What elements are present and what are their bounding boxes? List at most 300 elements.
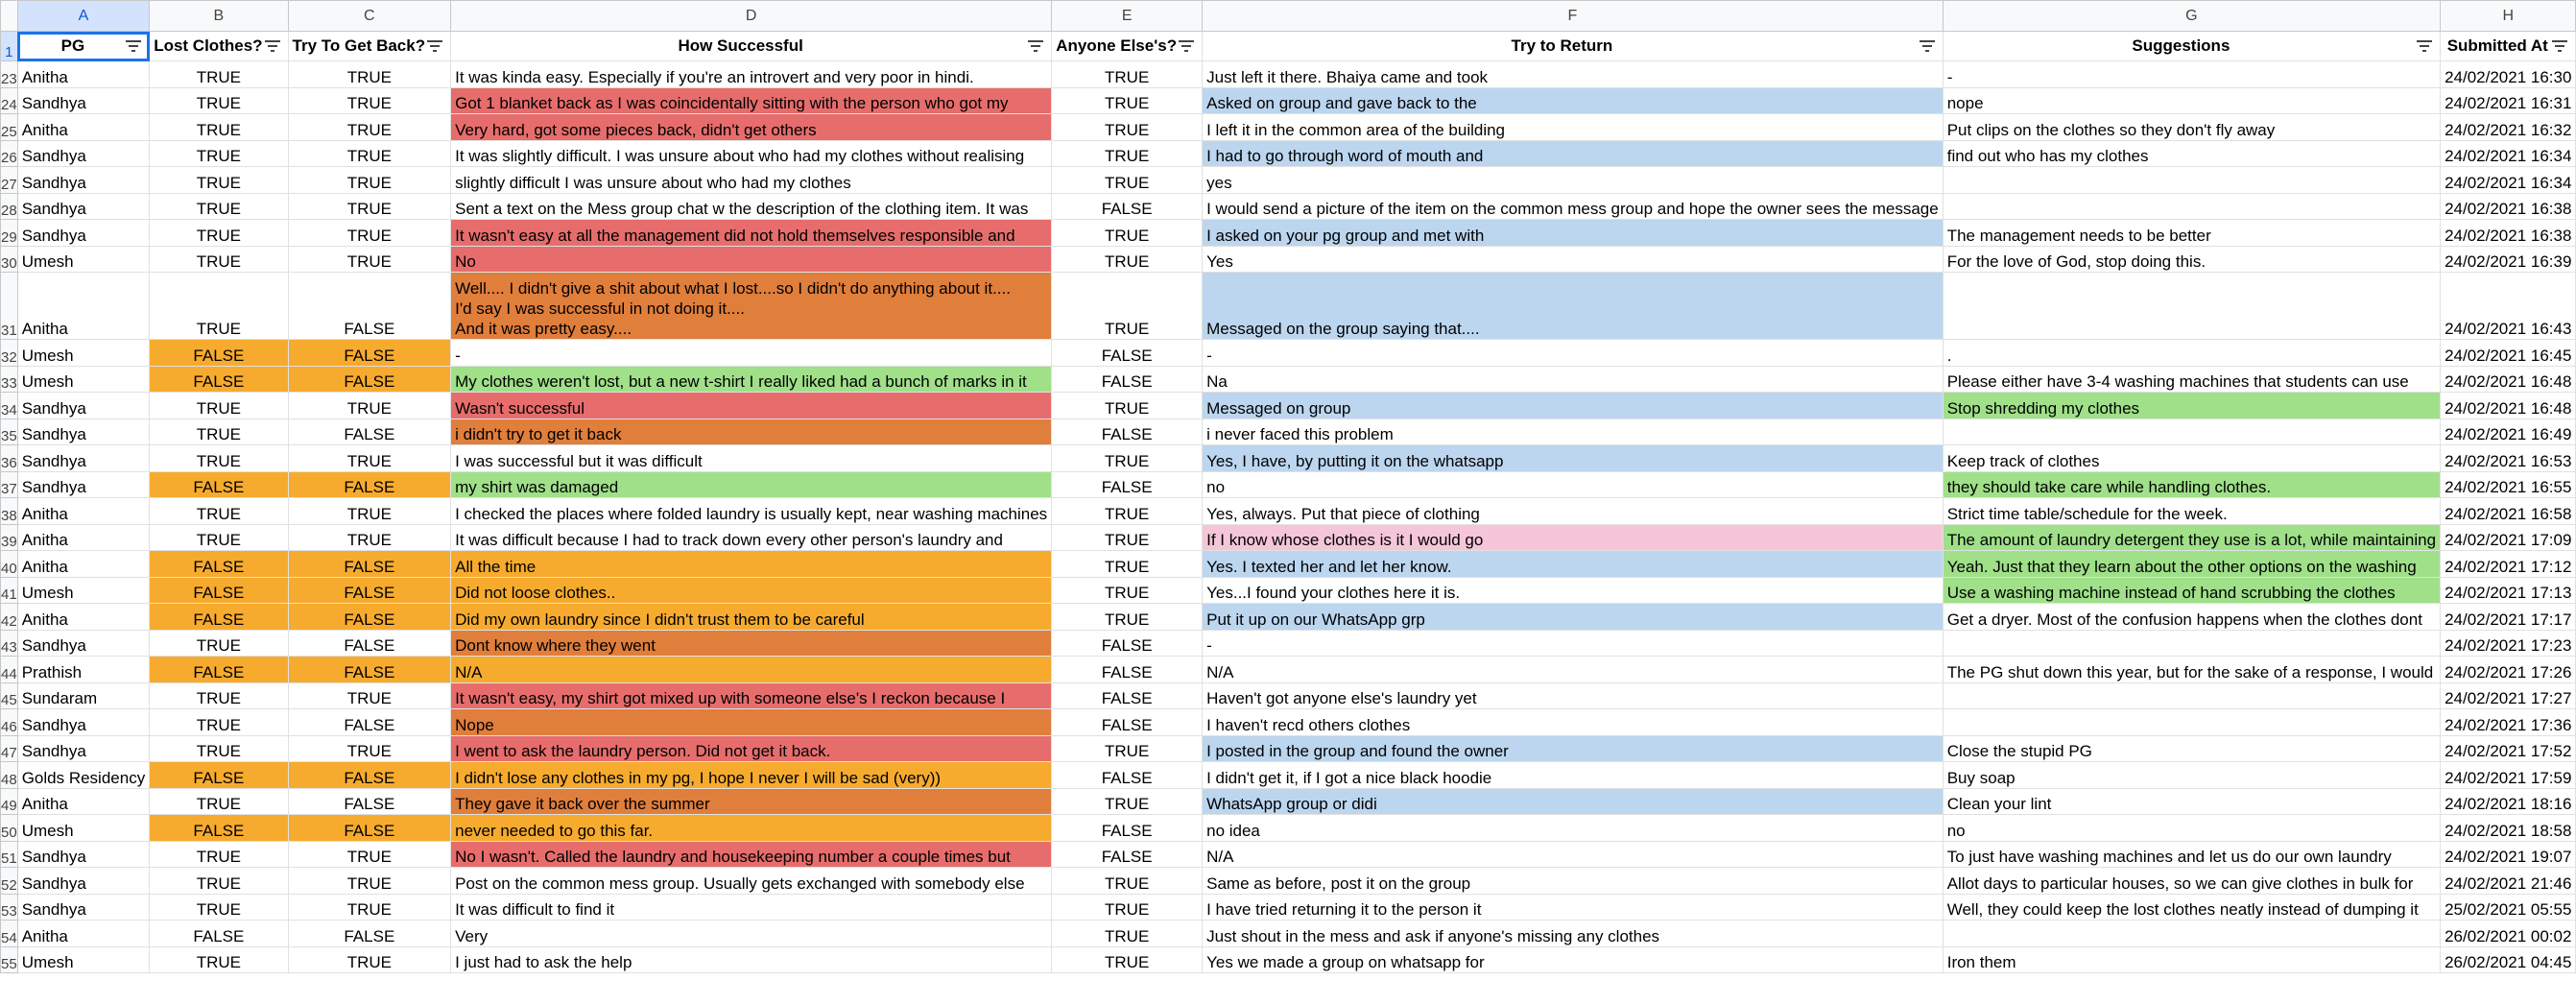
cell-B[interactable]: TRUE: [150, 682, 288, 709]
cell-C[interactable]: FALSE: [288, 815, 451, 842]
cell-H[interactable]: 24/02/2021 17:52: [2441, 735, 2576, 762]
cell-E[interactable]: TRUE: [1052, 788, 1203, 815]
header-cell-D[interactable]: [451, 32, 1052, 61]
cell-E[interactable]: TRUE: [1052, 921, 1203, 947]
cell-E[interactable]: FALSE: [1052, 709, 1203, 736]
cell-C[interactable]: FALSE: [288, 551, 451, 578]
cell-A[interactable]: Sandhya: [17, 868, 150, 895]
cell-C[interactable]: TRUE: [288, 524, 451, 551]
cell-D[interactable]: my shirt was damaged: [451, 471, 1052, 498]
cell-F[interactable]: Yes. I texted her and let her know.: [1203, 551, 1944, 578]
filter-icon[interactable]: [1179, 40, 1194, 53]
cell-A[interactable]: Anitha: [17, 604, 150, 631]
cell-C[interactable]: TRUE: [288, 393, 451, 419]
column-header-F[interactable]: F: [1203, 1, 1944, 32]
cell-E[interactable]: FALSE: [1052, 366, 1203, 393]
column-header-B[interactable]: B: [150, 1, 288, 32]
row-number[interactable]: 52: [1, 868, 18, 895]
row-number[interactable]: 38: [1, 498, 18, 525]
cell-B[interactable]: TRUE: [150, 246, 288, 273]
row-number[interactable]: 46: [1, 709, 18, 736]
row-number[interactable]: 39: [1, 524, 18, 551]
cell-H[interactable]: 24/02/2021 17:13: [2441, 577, 2576, 604]
cell-C[interactable]: FALSE: [288, 419, 451, 445]
cell-F[interactable]: I asked on your pg group and met with: [1203, 220, 1944, 247]
filter-icon[interactable]: [265, 40, 280, 53]
cell-A[interactable]: Anitha: [17, 921, 150, 947]
cell-D[interactable]: i didn't try to get it back: [451, 419, 1052, 445]
cell-C[interactable]: TRUE: [288, 167, 451, 194]
cell-G[interactable]: -: [1943, 61, 2440, 88]
cell-E[interactable]: TRUE: [1052, 524, 1203, 551]
cell-C[interactable]: FALSE: [288, 788, 451, 815]
cell-D[interactable]: Well.... I didn't give a shit about what I lost....so I didn't do anything about it.... I'd say I was successful in not doing it.... And it was pretty easy....: [451, 273, 1052, 340]
cell-D[interactable]: It was difficult because I had to track down every other person's laundry and: [451, 524, 1052, 551]
cell-E[interactable]: TRUE: [1052, 577, 1203, 604]
cell-F[interactable]: Just left it there. Bhaiya came and took: [1203, 61, 1944, 88]
cell-F[interactable]: no idea: [1203, 815, 1944, 842]
cell-D[interactable]: slightly difficult I was unsure about who had my clothes: [451, 167, 1052, 194]
cell-E[interactable]: TRUE: [1052, 393, 1203, 419]
cell-D[interactable]: It wasn't easy, my shirt got mixed up with someone else's I reckon because I: [451, 682, 1052, 709]
cell-C[interactable]: TRUE: [288, 61, 451, 88]
cell-C[interactable]: FALSE: [288, 273, 451, 340]
cell-F[interactable]: Yes, I have, by putting it on the whatsapp: [1203, 445, 1944, 472]
cell-G[interactable]: The amount of laundry detergent they use is a lot, while maintaining: [1943, 524, 2440, 551]
cell-B[interactable]: FALSE: [150, 762, 288, 789]
cell-G[interactable]: The management needs to be better: [1943, 220, 2440, 247]
column-header-G[interactable]: G: [1943, 1, 2440, 32]
row-number[interactable]: 26: [1, 140, 18, 167]
cell-C[interactable]: TRUE: [288, 841, 451, 868]
cell-B[interactable]: TRUE: [150, 114, 288, 141]
cell-C[interactable]: FALSE: [288, 762, 451, 789]
cell-D[interactable]: It was difficult to find it: [451, 894, 1052, 921]
row-number[interactable]: 28: [1, 193, 18, 220]
cell-A[interactable]: Sandhya: [17, 735, 150, 762]
filter-icon[interactable]: [1028, 40, 1043, 53]
cell-H[interactable]: 24/02/2021 16:39: [2441, 246, 2576, 273]
row-number[interactable]: 53: [1, 894, 18, 921]
cell-H[interactable]: 24/02/2021 16:55: [2441, 471, 2576, 498]
cell-D[interactable]: I was successful but it was difficult: [451, 445, 1052, 472]
cell-A[interactable]: Sandhya: [17, 471, 150, 498]
cell-F[interactable]: If I know whose clothes is it I would go: [1203, 524, 1944, 551]
cell-G[interactable]: Well, they could keep the lost clothes neatly instead of dumping it: [1943, 894, 2440, 921]
cell-C[interactable]: TRUE: [288, 140, 451, 167]
row-number[interactable]: 48: [1, 762, 18, 789]
cell-H[interactable]: 24/02/2021 16:38: [2441, 220, 2576, 247]
cell-D[interactable]: It was kinda easy. Especially if you're an introvert and very poor in hindi.: [451, 61, 1052, 88]
cell-G[interactable]: Please either have 3-4 washing machines that students can use: [1943, 366, 2440, 393]
cell-F[interactable]: Messaged on the group saying that....: [1203, 273, 1944, 340]
row-number[interactable]: 55: [1, 946, 18, 973]
cell-F[interactable]: Just shout in the mess and ask if anyone's missing any clothes: [1203, 921, 1944, 947]
row-number[interactable]: 32: [1, 340, 18, 367]
row-number[interactable]: 42: [1, 604, 18, 631]
cell-D[interactable]: Post on the common mess group. Usually gets exchanged with somebody else: [451, 868, 1052, 895]
row-number[interactable]: 34: [1, 393, 18, 419]
cell-G[interactable]: Get a dryer. Most of the confusion happens when the clothes dont: [1943, 604, 2440, 631]
cell-C[interactable]: TRUE: [288, 445, 451, 472]
cell-D[interactable]: I went to ask the laundry person. Did not get it back.: [451, 735, 1052, 762]
cell-H[interactable]: 24/02/2021 17:27: [2441, 682, 2576, 709]
row-number[interactable]: 27: [1, 167, 18, 194]
cell-H[interactable]: 24/02/2021 16:31: [2441, 87, 2576, 114]
cell-C[interactable]: FALSE: [288, 709, 451, 736]
row-number[interactable]: 30: [1, 246, 18, 273]
cell-B[interactable]: TRUE: [150, 709, 288, 736]
cell-D[interactable]: They gave it back over the summer: [451, 788, 1052, 815]
cell-F[interactable]: Yes we made a group on whatsapp for: [1203, 946, 1944, 973]
cell-D[interactable]: Nope: [451, 709, 1052, 736]
cell-B[interactable]: TRUE: [150, 946, 288, 973]
cell-C[interactable]: FALSE: [288, 604, 451, 631]
cell-F[interactable]: Asked on group and gave back to the: [1203, 87, 1944, 114]
cell-E[interactable]: TRUE: [1052, 604, 1203, 631]
cell-F[interactable]: N/A: [1203, 657, 1944, 683]
select-all-corner[interactable]: [1, 1, 18, 32]
cell-H[interactable]: 25/02/2021 05:55: [2441, 894, 2576, 921]
cell-D[interactable]: Wasn't successful: [451, 393, 1052, 419]
cell-A[interactable]: Sundaram: [17, 682, 150, 709]
cell-C[interactable]: FALSE: [288, 471, 451, 498]
cell-E[interactable]: FALSE: [1052, 657, 1203, 683]
cell-F[interactable]: Messaged on group: [1203, 393, 1944, 419]
cell-E[interactable]: TRUE: [1052, 167, 1203, 194]
cell-G[interactable]: Use a washing machine instead of hand scrubbing the clothes: [1943, 577, 2440, 604]
cell-B[interactable]: TRUE: [150, 61, 288, 88]
cell-D[interactable]: never needed to go this far.: [451, 815, 1052, 842]
cell-E[interactable]: TRUE: [1052, 114, 1203, 141]
cell-D[interactable]: It was slightly difficult. I was unsure about who had my clothes without realising: [451, 140, 1052, 167]
cell-G[interactable]: Put clips on the clothes so they don't fly away: [1943, 114, 2440, 141]
cell-G[interactable]: To just have washing machines and let us do our own laundry: [1943, 841, 2440, 868]
cell-E[interactable]: TRUE: [1052, 894, 1203, 921]
cell-C[interactable]: TRUE: [288, 894, 451, 921]
cell-H[interactable]: 24/02/2021 16:32: [2441, 114, 2576, 141]
cell-G[interactable]: Allot days to particular houses, so we can give clothes in bulk for: [1943, 868, 2440, 895]
cell-A[interactable]: Umesh: [17, 577, 150, 604]
cell-E[interactable]: TRUE: [1052, 61, 1203, 88]
cell-F[interactable]: Haven't got anyone else's laundry yet: [1203, 682, 1944, 709]
cell-C[interactable]: FALSE: [288, 630, 451, 657]
cell-E[interactable]: FALSE: [1052, 471, 1203, 498]
cell-A[interactable]: Anitha: [17, 788, 150, 815]
cell-G[interactable]: [1943, 193, 2440, 220]
row-number[interactable]: 31: [1, 273, 18, 340]
cell-G[interactable]: Iron them: [1943, 946, 2440, 973]
cell-A[interactable]: Umesh: [17, 340, 150, 367]
cell-C[interactable]: FALSE: [288, 577, 451, 604]
cell-F[interactable]: I posted in the group and found the owner: [1203, 735, 1944, 762]
cell-H[interactable]: 24/02/2021 17:26: [2441, 657, 2576, 683]
row-number[interactable]: 47: [1, 735, 18, 762]
cell-H[interactable]: 26/02/2021 04:45: [2441, 946, 2576, 973]
cell-G[interactable]: they should take care while handling clothes.: [1943, 471, 2440, 498]
cell-B[interactable]: TRUE: [150, 87, 288, 114]
cell-C[interactable]: TRUE: [288, 87, 451, 114]
cell-G[interactable]: Close the stupid PG: [1943, 735, 2440, 762]
cell-G[interactable]: Clean your lint: [1943, 788, 2440, 815]
cell-A[interactable]: Sandhya: [17, 841, 150, 868]
cell-B[interactable]: TRUE: [150, 445, 288, 472]
cell-D[interactable]: Got 1 blanket back as I was coincidentally sitting with the person who got my: [451, 87, 1052, 114]
cell-E[interactable]: TRUE: [1052, 140, 1203, 167]
filter-icon[interactable]: [2552, 40, 2567, 53]
header-cell-F[interactable]: [1203, 32, 1944, 61]
cell-A[interactable]: Umesh: [17, 246, 150, 273]
cell-H[interactable]: 24/02/2021 17:59: [2441, 762, 2576, 789]
row-number[interactable]: 33: [1, 366, 18, 393]
cell-G[interactable]: The PG shut down this year, but for the sake of a response, I would: [1943, 657, 2440, 683]
cell-E[interactable]: TRUE: [1052, 445, 1203, 472]
cell-C[interactable]: TRUE: [288, 868, 451, 895]
cell-H[interactable]: 24/02/2021 17:36: [2441, 709, 2576, 736]
cell-A[interactable]: Sandhya: [17, 87, 150, 114]
cell-E[interactable]: FALSE: [1052, 841, 1203, 868]
cell-A[interactable]: Umesh: [17, 366, 150, 393]
cell-A[interactable]: Anitha: [17, 273, 150, 340]
row-number[interactable]: 54: [1, 921, 18, 947]
cell-F[interactable]: Yes...I found your clothes here it is.: [1203, 577, 1944, 604]
cell-B[interactable]: FALSE: [150, 577, 288, 604]
cell-B[interactable]: TRUE: [150, 220, 288, 247]
cell-F[interactable]: I didn't get it, if I got a nice black hoodie: [1203, 762, 1944, 789]
cell-G[interactable]: find out who has my clothes: [1943, 140, 2440, 167]
cell-B[interactable]: FALSE: [150, 657, 288, 683]
cell-E[interactable]: TRUE: [1052, 220, 1203, 247]
cell-D[interactable]: No I wasn't. Called the laundry and housekeeping number a couple times but: [451, 841, 1052, 868]
cell-E[interactable]: FALSE: [1052, 340, 1203, 367]
cell-F[interactable]: -: [1203, 630, 1944, 657]
cell-C[interactable]: FALSE: [288, 366, 451, 393]
cell-F[interactable]: I have tried returning it to the person it: [1203, 894, 1944, 921]
cell-F[interactable]: no: [1203, 471, 1944, 498]
cell-F[interactable]: N/A: [1203, 841, 1944, 868]
cell-F[interactable]: Yes, always. Put that piece of clothing: [1203, 498, 1944, 525]
cell-E[interactable]: TRUE: [1052, 273, 1203, 340]
cell-H[interactable]: 24/02/2021 16:49: [2441, 419, 2576, 445]
cell-F[interactable]: I would send a picture of the item on the common mess group and hope the owner sees the message: [1203, 193, 1944, 220]
cell-H[interactable]: 24/02/2021 17:12: [2441, 551, 2576, 578]
row-number[interactable]: 43: [1, 630, 18, 657]
row-number[interactable]: 50: [1, 815, 18, 842]
cell-H[interactable]: 24/02/2021 16:53: [2441, 445, 2576, 472]
cell-B[interactable]: FALSE: [150, 340, 288, 367]
cell-D[interactable]: Very hard, got some pieces back, didn't get others: [451, 114, 1052, 141]
cell-A[interactable]: Golds Residency: [17, 762, 150, 789]
cell-E[interactable]: FALSE: [1052, 419, 1203, 445]
cell-A[interactable]: Sandhya: [17, 193, 150, 220]
cell-A[interactable]: Sandhya: [17, 445, 150, 472]
cell-G[interactable]: [1943, 709, 2440, 736]
cell-B[interactable]: TRUE: [150, 498, 288, 525]
cell-E[interactable]: TRUE: [1052, 551, 1203, 578]
cell-B[interactable]: TRUE: [150, 788, 288, 815]
cell-F[interactable]: yes: [1203, 167, 1944, 194]
cell-G[interactable]: [1943, 419, 2440, 445]
cell-G[interactable]: [1943, 630, 2440, 657]
cell-G[interactable]: Stop shredding my clothes: [1943, 393, 2440, 419]
cell-C[interactable]: FALSE: [288, 340, 451, 367]
cell-A[interactable]: Anitha: [17, 551, 150, 578]
row-number[interactable]: 35: [1, 419, 18, 445]
cell-H[interactable]: 24/02/2021 16:58: [2441, 498, 2576, 525]
cell-C[interactable]: FALSE: [288, 657, 451, 683]
cell-C[interactable]: TRUE: [288, 114, 451, 141]
cell-G[interactable]: .: [1943, 340, 2440, 367]
cell-A[interactable]: Anitha: [17, 524, 150, 551]
cell-G[interactable]: For the love of God, stop doing this.: [1943, 246, 2440, 273]
row-number[interactable]: 44: [1, 657, 18, 683]
cell-A[interactable]: Anitha: [17, 498, 150, 525]
header-cell-H[interactable]: [2441, 32, 2576, 61]
cell-A[interactable]: Sandhya: [17, 140, 150, 167]
cell-A[interactable]: Anitha: [17, 61, 150, 88]
cell-F[interactable]: I left it in the common area of the building: [1203, 114, 1944, 141]
cell-D[interactable]: Did not loose clothes..: [451, 577, 1052, 604]
cell-A[interactable]: Prathish: [17, 657, 150, 683]
cell-G[interactable]: [1943, 921, 2440, 947]
header-cell-A[interactable]: [17, 32, 150, 61]
cell-F[interactable]: Put it up on our WhatsApp grp: [1203, 604, 1944, 631]
cell-B[interactable]: TRUE: [150, 419, 288, 445]
cell-E[interactable]: FALSE: [1052, 630, 1203, 657]
cell-B[interactable]: FALSE: [150, 604, 288, 631]
cell-B[interactable]: FALSE: [150, 366, 288, 393]
cell-G[interactable]: Strict time table/schedule for the week.: [1943, 498, 2440, 525]
cell-A[interactable]: Sandhya: [17, 419, 150, 445]
cell-B[interactable]: TRUE: [150, 630, 288, 657]
cell-A[interactable]: Sandhya: [17, 894, 150, 921]
cell-B[interactable]: TRUE: [150, 841, 288, 868]
cell-E[interactable]: TRUE: [1052, 735, 1203, 762]
cell-H[interactable]: 24/02/2021 16:45: [2441, 340, 2576, 367]
cell-D[interactable]: My clothes weren't lost, but a new t-shirt I really liked had a bunch of marks in it: [451, 366, 1052, 393]
column-header-D[interactable]: D: [451, 1, 1052, 32]
cell-F[interactable]: Same as before, post it on the group: [1203, 868, 1944, 895]
cell-F[interactable]: I haven't recd others clothes: [1203, 709, 1944, 736]
column-header-A[interactable]: A: [17, 1, 150, 32]
cell-C[interactable]: TRUE: [288, 735, 451, 762]
cell-A[interactable]: Sandhya: [17, 393, 150, 419]
cell-B[interactable]: TRUE: [150, 193, 288, 220]
row-number[interactable]: 29: [1, 220, 18, 247]
cell-G[interactable]: Keep track of clothes: [1943, 445, 2440, 472]
filter-icon[interactable]: [1920, 40, 1935, 53]
column-header-E[interactable]: E: [1052, 1, 1203, 32]
column-header-H[interactable]: H: [2441, 1, 2576, 32]
cell-B[interactable]: TRUE: [150, 393, 288, 419]
cell-D[interactable]: -: [451, 340, 1052, 367]
cell-H[interactable]: 24/02/2021 21:46: [2441, 868, 2576, 895]
cell-D[interactable]: No: [451, 246, 1052, 273]
cell-B[interactable]: TRUE: [150, 894, 288, 921]
cell-C[interactable]: TRUE: [288, 246, 451, 273]
cell-A[interactable]: Anitha: [17, 114, 150, 141]
cell-C[interactable]: TRUE: [288, 498, 451, 525]
header-cell-C[interactable]: [288, 32, 451, 61]
cell-H[interactable]: 24/02/2021 17:23: [2441, 630, 2576, 657]
cell-D[interactable]: All the time: [451, 551, 1052, 578]
cell-B[interactable]: TRUE: [150, 273, 288, 340]
cell-F[interactable]: Yes: [1203, 246, 1944, 273]
cell-E[interactable]: TRUE: [1052, 868, 1203, 895]
cell-H[interactable]: 24/02/2021 17:17: [2441, 604, 2576, 631]
cell-E[interactable]: TRUE: [1052, 87, 1203, 114]
cell-B[interactable]: FALSE: [150, 551, 288, 578]
row-number[interactable]: 40: [1, 551, 18, 578]
cell-C[interactable]: TRUE: [288, 193, 451, 220]
cell-H[interactable]: 26/02/2021 00:02: [2441, 921, 2576, 947]
cell-D[interactable]: It wasn't easy at all the management did not hold themselves responsible and: [451, 220, 1052, 247]
filter-icon[interactable]: [2417, 40, 2432, 53]
cell-B[interactable]: FALSE: [150, 815, 288, 842]
cell-E[interactable]: TRUE: [1052, 246, 1203, 273]
cell-A[interactable]: Sandhya: [17, 167, 150, 194]
cell-G[interactable]: [1943, 167, 2440, 194]
cell-B[interactable]: TRUE: [150, 868, 288, 895]
cell-H[interactable]: 24/02/2021 16:34: [2441, 167, 2576, 194]
row-number[interactable]: 37: [1, 471, 18, 498]
cell-B[interactable]: TRUE: [150, 524, 288, 551]
cell-H[interactable]: 24/02/2021 16:48: [2441, 366, 2576, 393]
cell-B[interactable]: TRUE: [150, 735, 288, 762]
cell-A[interactable]: Sandhya: [17, 220, 150, 247]
cell-F[interactable]: WhatsApp group or didi: [1203, 788, 1944, 815]
row-number[interactable]: 36: [1, 445, 18, 472]
cell-A[interactable]: Umesh: [17, 946, 150, 973]
cell-H[interactable]: 24/02/2021 19:07: [2441, 841, 2576, 868]
row-number[interactable]: 45: [1, 682, 18, 709]
header-cell-B[interactable]: [150, 32, 288, 61]
row-number[interactable]: 1: [1, 32, 18, 61]
filter-icon[interactable]: [126, 40, 141, 53]
cell-H[interactable]: 24/02/2021 18:58: [2441, 815, 2576, 842]
cell-A[interactable]: Sandhya: [17, 630, 150, 657]
cell-H[interactable]: 24/02/2021 16:34: [2441, 140, 2576, 167]
cell-D[interactable]: N/A: [451, 657, 1052, 683]
cell-D[interactable]: I just had to ask the help: [451, 946, 1052, 973]
cell-E[interactable]: FALSE: [1052, 682, 1203, 709]
cell-E[interactable]: FALSE: [1052, 762, 1203, 789]
cell-F[interactable]: Na: [1203, 366, 1944, 393]
row-number[interactable]: 24: [1, 87, 18, 114]
cell-E[interactable]: FALSE: [1052, 815, 1203, 842]
cell-B[interactable]: FALSE: [150, 471, 288, 498]
cell-E[interactable]: TRUE: [1052, 946, 1203, 973]
cell-G[interactable]: no: [1943, 815, 2440, 842]
cell-D[interactable]: I checked the places where folded laundry is usually kept, near washing machines: [451, 498, 1052, 525]
cell-D[interactable]: Did my own laundry since I didn't trust them to be careful: [451, 604, 1052, 631]
cell-G[interactable]: Yeah. Just that they learn about the other options on the washing: [1943, 551, 2440, 578]
row-number[interactable]: 51: [1, 841, 18, 868]
cell-C[interactable]: TRUE: [288, 946, 451, 973]
cell-D[interactable]: Dont know where they went: [451, 630, 1052, 657]
row-number[interactable]: 41: [1, 577, 18, 604]
cell-H[interactable]: 24/02/2021 16:43: [2441, 273, 2576, 340]
cell-H[interactable]: 24/02/2021 16:48: [2441, 393, 2576, 419]
cell-H[interactable]: 24/02/2021 18:16: [2441, 788, 2576, 815]
cell-H[interactable]: 24/02/2021 17:09: [2441, 524, 2576, 551]
row-number[interactable]: 25: [1, 114, 18, 141]
cell-D[interactable]: Sent a text on the Mess group chat w the description of the clothing item. It was: [451, 193, 1052, 220]
cell-G[interactable]: [1943, 682, 2440, 709]
header-cell-E[interactable]: [1052, 32, 1203, 61]
column-header-C[interactable]: C: [288, 1, 451, 32]
header-cell-G[interactable]: [1943, 32, 2440, 61]
